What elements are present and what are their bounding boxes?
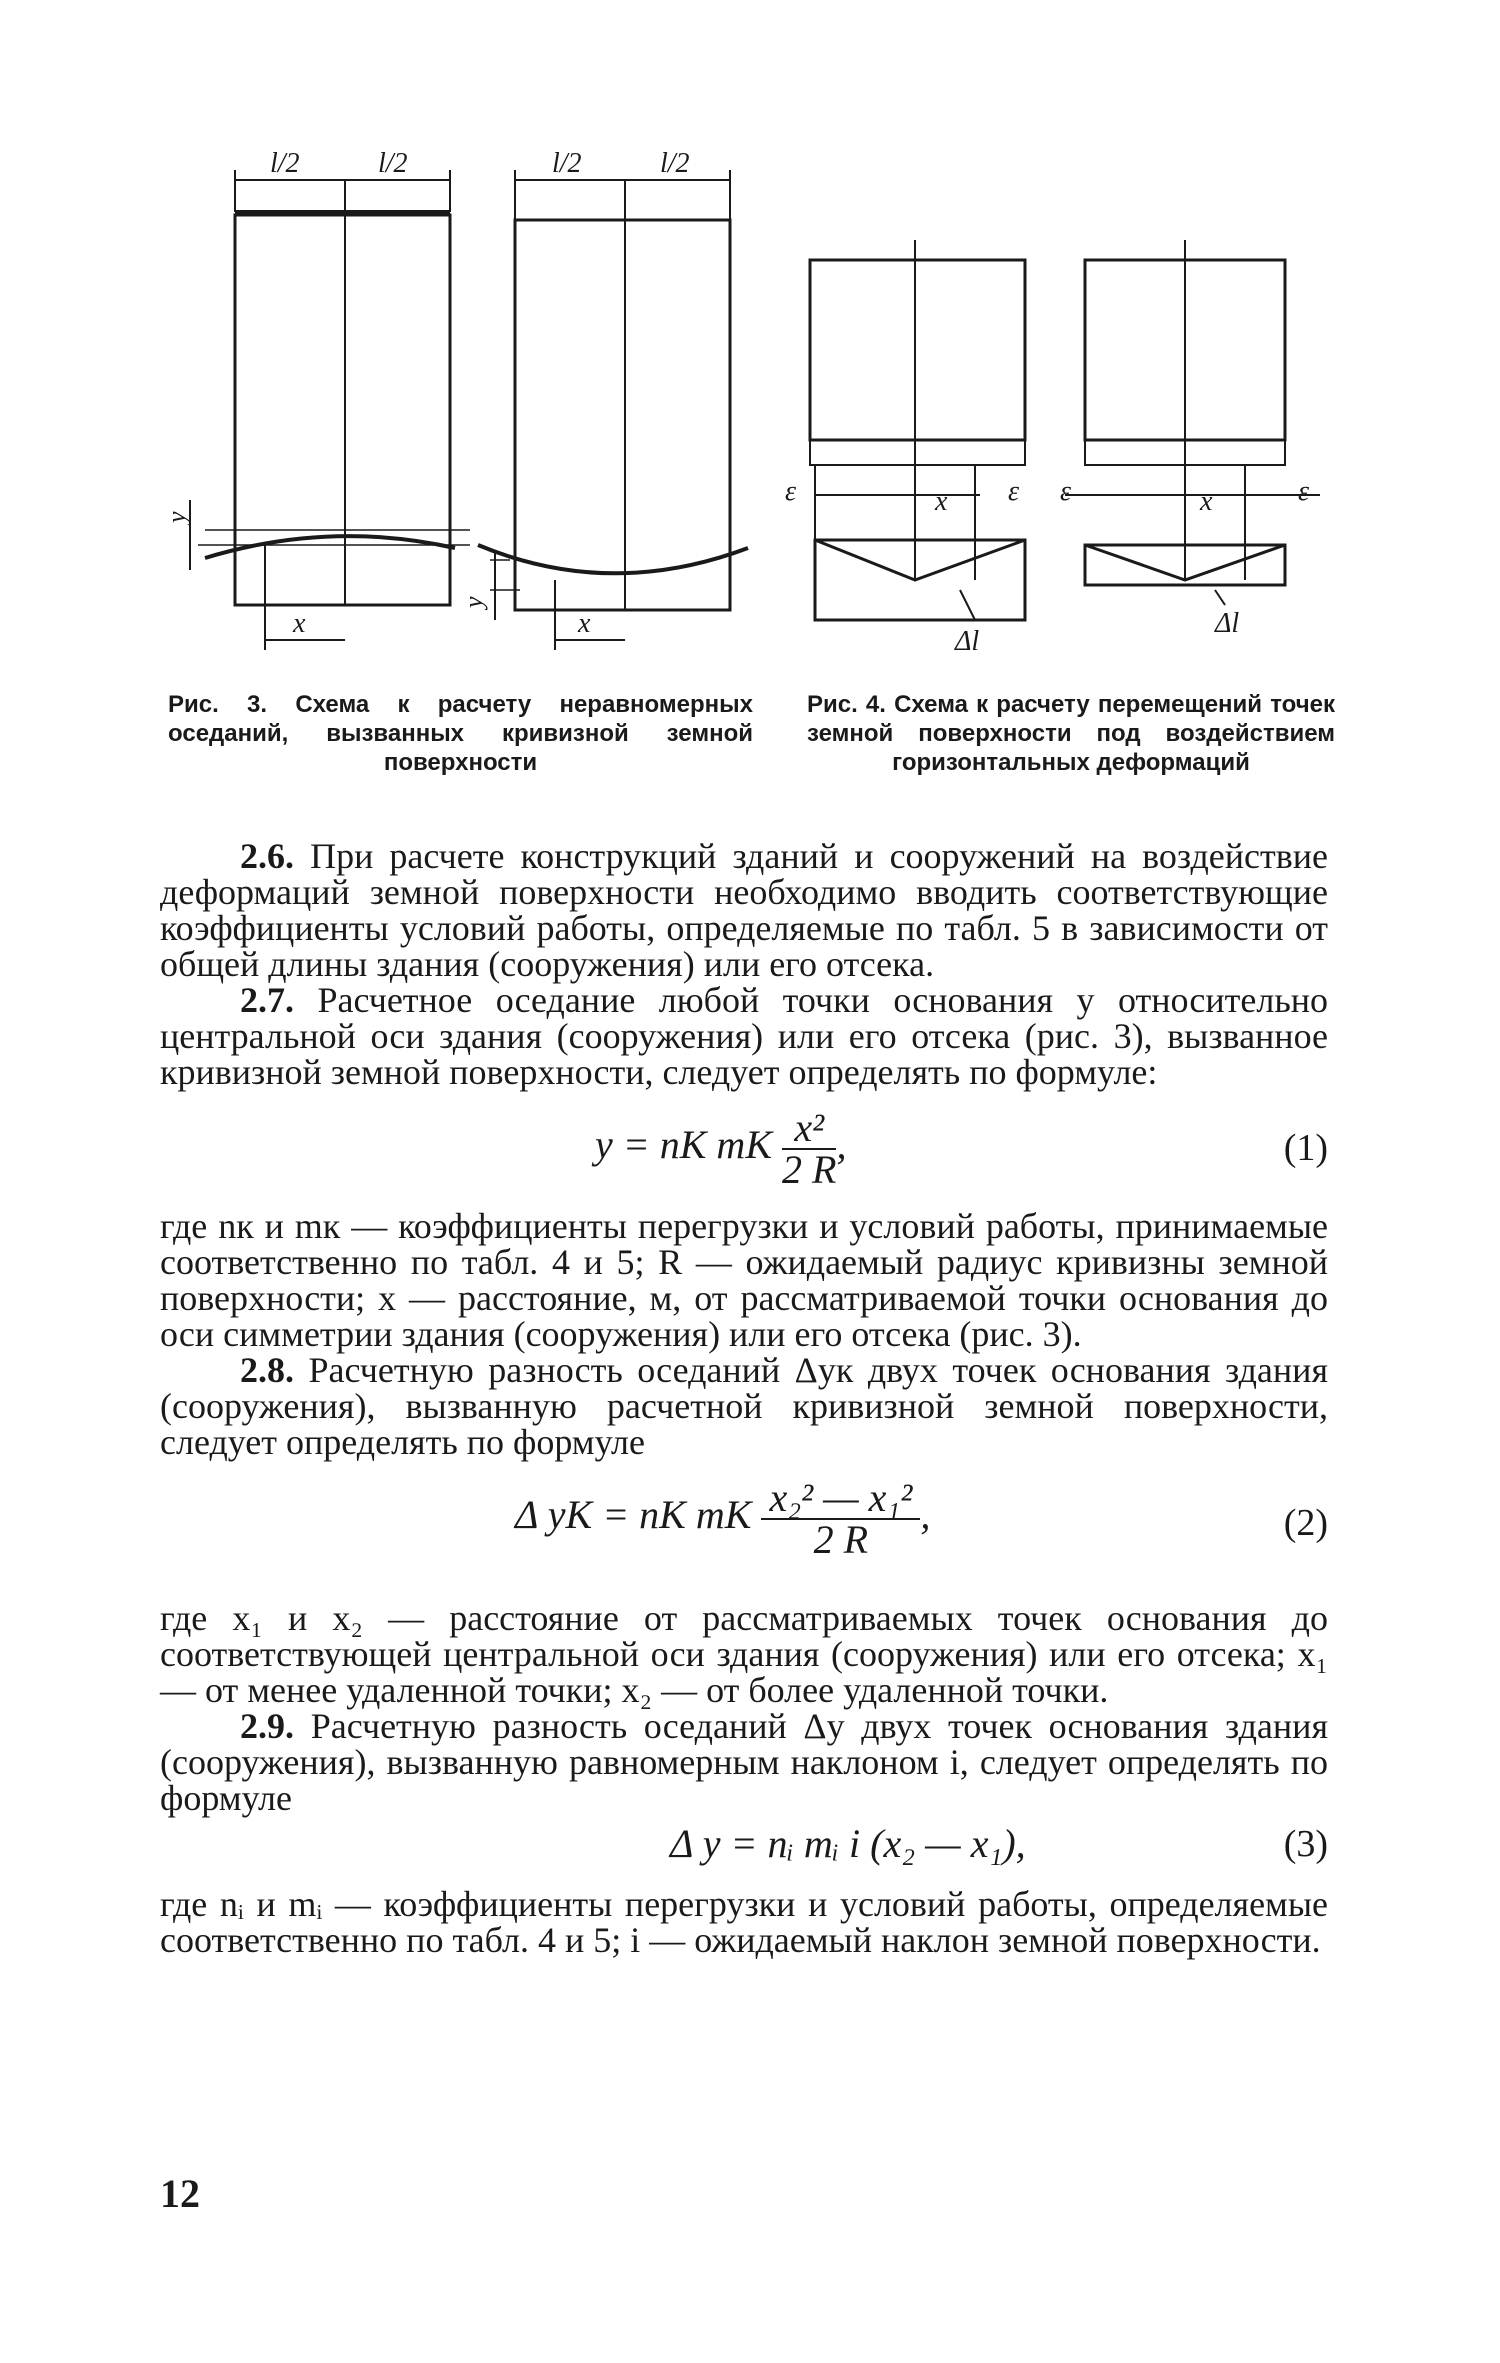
formula-3-expression: Δ y = nᵢ mᵢ i (x₂ — x₁),: [670, 1821, 1026, 1866]
paragraph-2-8: [160, 1352, 1328, 1460]
fig3-y-label-left: y: [162, 511, 191, 523]
paragraph-2-8-text: Расчетную разность оседаний Δyк двух точек основания здания (сооружения), вызванную расчетной кривизной земной поверхности, следует определять по формуле: [160, 1350, 1329, 1462]
fig4-dl-label-left: Δl: [955, 626, 980, 657]
formula-3: [160, 1816, 1328, 1886]
paragraph-2-9: [160, 1708, 1328, 1816]
formula-1-number: (1): [1283, 1127, 1328, 1169]
formula-1-numerator: x²: [782, 1110, 836, 1150]
fig3-half-right-label-2: l/2: [660, 148, 690, 179]
figure-4-caption: Рис. 4. Схема к расчету перемещений точек земной поверхности под воздействием горизонтальных деформаций: [807, 691, 1335, 776]
page-number: 12: [160, 2171, 200, 2216]
fig4-dl-label-right: Δl: [1215, 608, 1240, 639]
fig4-eps-label-right-a: ε: [1060, 476, 1072, 507]
formula-2-tail: ,: [920, 1492, 931, 1538]
paragraph-2-6: [160, 838, 1328, 982]
section-number-2-7: 2.7.: [240, 980, 294, 1020]
section-number-2-9: 2.9.: [240, 1706, 294, 1746]
paragraph-2-7-text: Расчетное оседание любой точки основания y относительно центральной оси здания (сооружения) или его отсека (рис. 3), вызванное кривизной земной поверхности, следует определять по формуле:: [160, 980, 1329, 1092]
fig3-half-left-label-2: l/2: [552, 148, 582, 179]
paragraph-2-9-explanation: где nᵢ и mᵢ — коэффициенты перегрузки и условий работы, определяемые соответственно по табл. 4 и 5; i — ожидаемый наклон земной поверхности.: [160, 1884, 1328, 1960]
formula-2-lhs: Δ yK = nK mK: [515, 1492, 752, 1538]
fig3-y-label-right: y: [459, 596, 488, 608]
fig4-eps-label-mid: ε: [1008, 476, 1020, 507]
section-number-2-6: 2.6.: [240, 836, 294, 876]
body-text: [160, 838, 1328, 1958]
fig4-eps-label-right-b: ε: [1298, 476, 1310, 507]
paragraph-2-8-explanation: где x₁ и x₂ — расстояние от рассматриваемых точек основания до соответствующей центральной оси здания (сооружения) или его отсека; x₁ — от менее удаленной точки; x₂ — от более удаленной точки.: [160, 1598, 1328, 1710]
paragraph-2-7: [160, 982, 1328, 1090]
fig4-x-label-right: x: [1200, 486, 1213, 517]
formula-1-lhs: y = nK mK: [595, 1122, 772, 1168]
formula-2-numerator: x₂² — x₁²: [761, 1480, 920, 1520]
formula-2-fraction: [761, 1475, 920, 1562]
formula-2: [160, 1460, 1328, 1600]
fig3-half-left-label: l/2: [270, 148, 300, 179]
formula-2-number: (2): [1283, 1502, 1328, 1544]
formula-1: [160, 1090, 1328, 1208]
formula-1-tail: ,: [836, 1122, 847, 1168]
section-number-2-8: 2.8.: [240, 1350, 294, 1390]
formula-1-denominator: 2 R: [782, 1147, 837, 1192]
paragraph-2-9-text: Расчетную разность оседаний Δy двух точек основания здания (сооружения), вызванную равномерным наклоном i, следует определять по формуле: [160, 1706, 1328, 1818]
paragraph-2-6-text: При расчете конструкций зданий и сооружений на воздействие деформаций земной поверхности необходимо вводить соответствующие коэффициенты условий работы, определяемые по табл. 5 в зависимости от общей длины здания (сооружения) или его отсека.: [160, 836, 1328, 984]
fig3-x-label-right: x: [578, 608, 591, 639]
figure-3-caption: Рис. 3. Схема к расчету неравномерных оседаний, вызванных кривизной земной поверхности: [168, 691, 753, 776]
formula-3-number: (3): [1283, 1823, 1328, 1865]
fig3-x-label-left: x: [293, 608, 306, 639]
fig4-eps-label-left: ε: [785, 476, 797, 507]
paragraph-2-7-explanation: где nк и mк — коэффициенты перегрузки и условий работы, принимаемые соответственно по табл. 4 и 5; R — ожидаемый радиус кривизны земной поверхности; x — расстояние, м, от рассматриваемой точки основания до оси симметрии здания (сооружения) или его отсека (рис. 3).: [160, 1206, 1328, 1354]
fig4-x-label-left: x: [935, 486, 948, 517]
formula-1-fraction: [782, 1105, 837, 1192]
fig3-half-right-label: l/2: [378, 148, 408, 179]
formula-2-denominator: 2 R: [813, 1517, 869, 1562]
